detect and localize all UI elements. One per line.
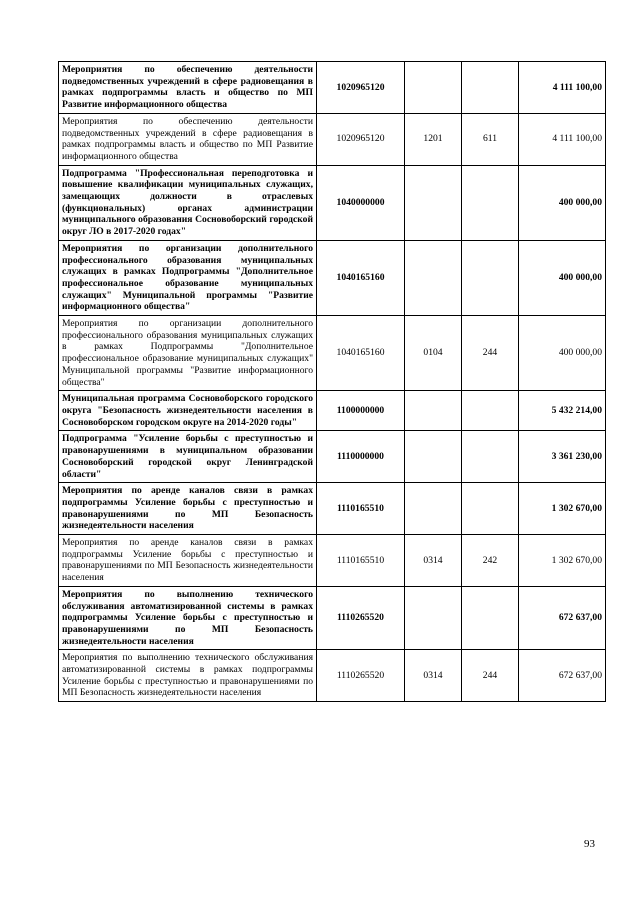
table-row (59, 62, 606, 114)
expense-type-code-cell (462, 165, 519, 240)
section-code-cell (405, 165, 462, 240)
target-article-code-cell: 1040165160 (317, 240, 405, 315)
program-name-cell: Мероприятия по выполнению технического обслуживания автоматизированной системы в рамках подпрограммы Усиление борьбы с преступностью и правонарушениями по МП Безопасность жизнедеятельности населения (59, 586, 317, 650)
program-name-cell: Мероприятия по выполнению технического обслуживания автоматизированной системы в рамках подпрограммы Усиление борьбы с преступностью и правонарушениями по МП Безопасность жизнедеятельности населения (59, 650, 317, 702)
expense-type-code-cell (462, 431, 519, 483)
amount-cell: 400 000,00 (519, 240, 606, 315)
budget-table-body (59, 62, 606, 702)
amount-cell: 4 111 100,00 (519, 62, 606, 114)
section-code-cell: 0314 (405, 650, 462, 702)
target-article-code-cell: 1110165510 (317, 535, 405, 587)
page-number: 93 (584, 838, 595, 850)
amount-cell: 400 000,00 (519, 316, 606, 391)
program-name-cell: Мероприятия по организации дополнительного профессионального образования муниципальных служащих в рамках Подпрограммы "Дополнительное профессиональное образование муниципальных служащих" Муниципальной программы "Развитие информационного общества" (59, 316, 317, 391)
table-row (59, 650, 606, 702)
target-article-code-cell: 1110265520 (317, 586, 405, 650)
table-row (59, 535, 606, 587)
expense-type-code-cell (462, 483, 519, 535)
table-row (59, 483, 606, 535)
program-name-cell: Мероприятия по обеспечению деятельности подведомственных учреждений в сфере радиовещания в рамках подпрограммы власть и общество по МП Развитие информационного общества (59, 62, 317, 114)
target-article-code-cell: 1110000000 (317, 431, 405, 483)
program-name-cell: Мероприятия по обеспечению деятельности подведомственных учреждений в сфере радиовещания в рамках подпрограммы власть и общество по МП Развитие информационного общества (59, 113, 317, 165)
budget-table (58, 61, 606, 702)
expense-type-code-cell (462, 240, 519, 315)
table-row (59, 586, 606, 650)
table-row (59, 391, 606, 431)
target-article-code-cell: 1020965120 (317, 113, 405, 165)
target-article-code-cell: 1040000000 (317, 165, 405, 240)
target-article-code-cell: 1110265520 (317, 650, 405, 702)
amount-cell: 5 432 214,00 (519, 391, 606, 431)
amount-cell: 400 000,00 (519, 165, 606, 240)
section-code-cell (405, 240, 462, 315)
section-code-cell: 0104 (405, 316, 462, 391)
section-code-cell (405, 483, 462, 535)
target-article-code-cell: 1110165510 (317, 483, 405, 535)
expense-type-code-cell (462, 391, 519, 431)
amount-cell: 1 302 670,00 (519, 535, 606, 587)
target-article-code-cell: 1020965120 (317, 62, 405, 114)
table-row (59, 113, 606, 165)
amount-cell: 4 111 100,00 (519, 113, 606, 165)
expense-type-code-cell: 244 (462, 316, 519, 391)
expense-type-code-cell: 242 (462, 535, 519, 587)
section-code-cell (405, 391, 462, 431)
section-code-cell (405, 586, 462, 650)
target-article-code-cell: 1040165160 (317, 316, 405, 391)
amount-cell: 1 302 670,00 (519, 483, 606, 535)
program-name-cell: Мероприятия по организации дополнительного профессионального образования муниципальных служащих в рамках Подпрограммы "Дополнительное профессиональное образование муниципальных служащих" Муниципальной программы "Развитие информационного общества" (59, 240, 317, 315)
amount-cell: 672 637,00 (519, 586, 606, 650)
section-code-cell (405, 431, 462, 483)
program-name-cell: Подпрограмма "Усиление борьбы с преступностью и правонарушениями в муниципальном образовании Сосновоборский городской округ Ленинградской области" (59, 431, 317, 483)
program-name-cell: Мероприятия по аренде каналов связи в рамках подпрограммы Усиление борьбы с преступностью и правонарушениями по МП Безопасность жизнедеятельности населения (59, 535, 317, 587)
expense-type-code-cell (462, 586, 519, 650)
expense-type-code-cell: 244 (462, 650, 519, 702)
table-row (59, 316, 606, 391)
budget-table-container (58, 61, 605, 702)
expense-type-code-cell (462, 62, 519, 114)
amount-cell: 3 361 230,00 (519, 431, 606, 483)
table-row (59, 240, 606, 315)
amount-cell: 672 637,00 (519, 650, 606, 702)
section-code-cell: 1201 (405, 113, 462, 165)
program-name-cell: Мероприятия по аренде каналов связи в рамках подпрограммы Усиление борьбы с преступностью и правонарушениями по МП Безопасность жизнедеятельности населения (59, 483, 317, 535)
table-row (59, 165, 606, 240)
program-name-cell: Муниципальная программа Сосновоборского городского округа "Безопасность жизнедеятельности населения в Сосновоборском городском округе на 2014-2020 годы" (59, 391, 317, 431)
expense-type-code-cell: 611 (462, 113, 519, 165)
program-name-cell: Подпрограмма "Профессиональная переподготовка и повышение квалификации муниципальных служащих, замещающих должности в отраслевых (функциональных) органах администрации муниципального образования Сосновоборский городской округ ЛО в 2017-2020 годах" (59, 165, 317, 240)
section-code-cell (405, 62, 462, 114)
table-row (59, 431, 606, 483)
target-article-code-cell: 1100000000 (317, 391, 405, 431)
section-code-cell: 0314 (405, 535, 462, 587)
